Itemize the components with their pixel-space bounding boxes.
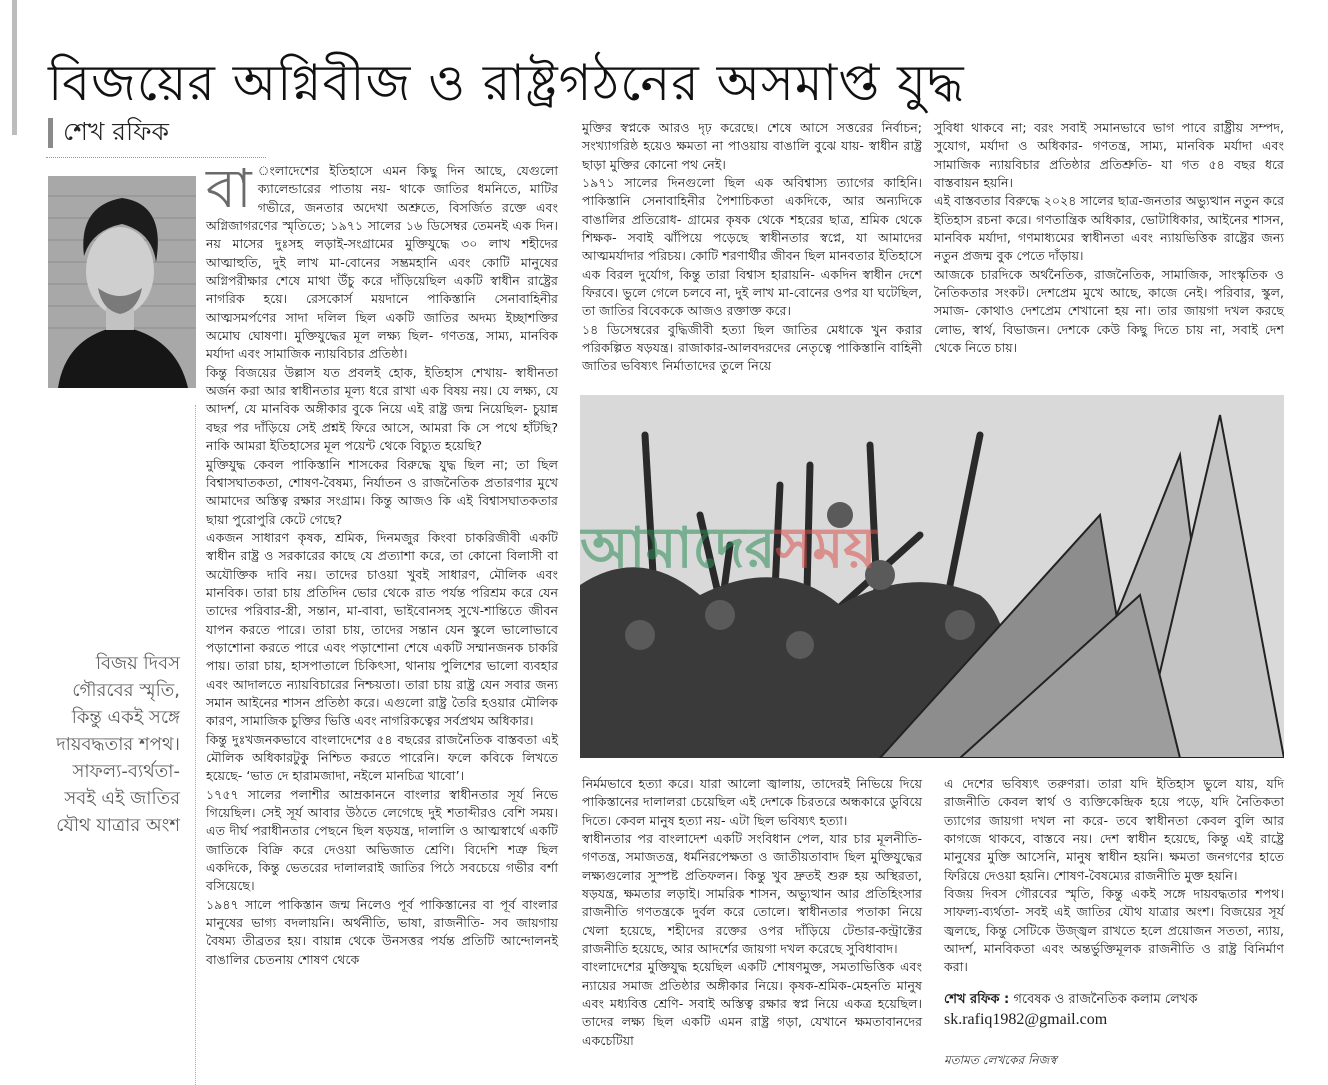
paragraph: ১৪ ডিসেম্বরের বুদ্ধিজীবী হত্যা ছিল জাতির মেধাকে খুন করার পরিকল্পিত ষড়যন্ত্র। রাজাকার-আলবদরদের নেতৃত্বে পাকিস্তানি বাহিনী জাতির ভবিষ্যৎ নির্মাতাদের তুলে নিয়ে bbox=[582, 321, 922, 374]
article-column-1 bbox=[206, 157, 558, 969]
author-note-name: শেখ রফিক : bbox=[944, 991, 1010, 1007]
paragraph: মুক্তিযুদ্ধ কেবল পাকিস্তানি শাসকের বিরুদ্ধে যুদ্ধ ছিল না; তা ছিল বিশ্বাসঘাতকতা, শোষণ-বৈষম্য, নির্যাতন ও রাজনৈতিক প্রতারণার মুখে আমাদের অস্তিত্ব রক্ষার সংগ্রাম। কিন্তু আজও কি এই বিশ্বাসঘাতকতার ছায়া পুরোপুরি কেটে গেছে? bbox=[206, 456, 558, 527]
paragraph: বাংলাদেশের মুক্তিযুদ্ধ হয়েছিল একটি শোষণমুক্ত, সমতাভিত্তিক এবং ন্যায়ের সমাজ প্রতিষ্ঠার অঙ্গীকার নিয়ে। কৃষক-শ্রমিক-মেহনতি মানুষ এবং মধ্যবিত্ত শ্রেণি- সবাই অস্তিত্ব রক্ষার স্বপ্ন নিয়ে একত্র হয়েছিল। তাদের লক্ষ্য ছিল একটি এমন রাষ্ট্র গড়া, যেখানে ক্ষমতাবানদের একচেটিয়া bbox=[582, 959, 922, 1048]
paragraph: সুবিধা থাকবে না; বরং সবাই সমানভাবে ভাগ পাবে রাষ্ট্রীয় সম্পদ, সুযোগ, মর্যাদা ও অধিকার- গণতন্ত্র, সাম্য, মানবিক মর্যাদা এবং সামাজিক ন্যায়বিচার প্রতিষ্ঠার প্রতিশ্রুতি- যা গত ৫৪ বছর ধরে বাস্তবায়ন হয়নি। bbox=[934, 120, 1284, 191]
paragraph: কিন্তু দুঃখজনকভাবে বাংলাদেশের ৫৪ বছরের রাজনৈতিক বাস্তবতা এই মৌলিক অধিকারটুকু নিশ্চিত করতে পারেনি। ফলে কবিকে লিখতে হয়েছে- ‘ভাত দে হারামজাদা, নইলে মানচিত্র খাবো’। bbox=[206, 731, 558, 784]
paragraph: একজন সাধারণ কৃষক, শ্রমিক, দিনমজুর কিংবা চাকরিজীবী একটি স্বাধীন রাষ্ট্র ও সরকারের কাছে যে প্রত্যাশা করে, তা কোনো বিলাসী বা অযৌক্তিক দাবি নয়। তাদের চাওয়া খুবই সাধারণ, মৌলিক এবং মানবিক। তারা চায় প্রতিদিন ভোর থেকে রাত পর্যন্ত পরিশ্রম করে যেন তাদের পরিবার-স্ত্রী, সন্তান, মা-বাবা, ভাইবোনসহ সুখে-শান্তিতে জীবন যাপন করতে পারে। তারা চায়, তাদের সন্তান যেন স্কুলে ভালোভাবে পড়াশোনা করতে পারে এবং পড়াশোনা শেষে একটি সম্মানজনক চাকরি পায়। তারা চায়, হাসপাতালে চিকিৎসা, থানায় পুলিশের ভালো ব্যবহার এবং আদালতে ন্যায়বিচারের নিশ্চয়তা। তারা চায় রাষ্ট্র যেন সবার জন্য সমান আইনের শাসন প্রতিষ্ঠা করে। এগুলো রাষ্ট্র তৈরি হওয়ার মৌলিক কারণ, সামাজিক চুক্তির ভিত্তি এবং নাগরিকত্বের সর্বপ্রথম অধিকার। bbox=[206, 529, 558, 729]
author-photo bbox=[48, 176, 196, 388]
pull-quote: বিজয় দিবস গৌরবের স্মৃতি, কিন্তু একই সঙ্গে দায়বদ্ধতার শপথ। সাফল্য-ব্যর্থতা- সবই এই জাতির যৌথ যাত্রার অংশ bbox=[56, 653, 180, 836]
paragraph-1: বা ংলাদেশের ইতিহাসে এমন কিছু দিন আছে, যেগুলো ক্যালেন্ডারের পাতায় নয়- থাকে জাতির ধমনিতে, মাটির গভীরে, জনতার অদেখা অশ্রুতে, বিসর্জিত রক্তে এবং অগ্নিজাগরণের স্মৃতিতে; ১৯৭১ সালের ১৬ ডিসেম্বর তেমনই এক দিন। নয় মাসের দুঃসহ লড়াই-সংগ্রামের মুক্তিযুদ্ধে ৩০ লাখ শহীদের আত্মাহুতি, দুই লাখ মা-বোনের সম্ভ্রমহানি এবং কোটি মানুষের অগ্নিপরীক্ষার শেষে মাথা উঁচু করে দাঁড়িয়েছিল একটি স্বাধীন রাষ্ট্রের নাগরিক হয়ে। রেসকোর্স ময়দানে পাকিস্তানি সেনাবাহিনীর আত্মসমর্পণের সাদা দলিল ছিল একটি জাতির অদম্য ইচ্ছাশক্তির অমোঘ ঘোষণা। মুক্তিযুদ্ধের মূল লক্ষ্য ছিল- গণতন্ত্র, সাম্য, মানবিক মর্যাদা এবং সামাজিক ন্যায়বিচার প্রতিষ্ঠা। bbox=[206, 157, 558, 362]
newspaper-watermark: আমাদেরসময় bbox=[580, 516, 877, 581]
article-column-3 bbox=[934, 119, 1284, 357]
column-divider bbox=[195, 405, 196, 1085]
article-column-2 bbox=[582, 119, 922, 376]
paragraph: ১৯৭১ সালের দিনগুলো ছিল এক অবিশ্বাস্য ত্যাগের কাহিনি। পাকিস্তানি সেনাবাহিনীর পৈশাচিকতা একদিকে, আর অন্যদিকে বাঙালির প্রতিরোধ- গ্রামের কৃষক থেকে শহরের ছাত্র, শ্রমিক থেকে শিক্ষক- সবাই ঝাঁপিয়ে পড়েছে স্বাধীনতার স্বপ্নে, যা আমাদের আত্মমর্যাদার পরিচয়। কোটি শরণার্থীর জীবন ছিল মানবতার ইতিহাসে এক বিরল দুর্যোগ, কিন্তু তারা বিশ্বাস হারায়নি- একদিন স্বাধীন দেশে ফিরবে। ভুলে গেলে চলবে না, দুই লাখ মা-বোনের ওপর যা ঘটেছিল, তা জাতির বিবেককে আজও রক্তাক্ত করে। bbox=[582, 175, 922, 319]
article-column-2-lower bbox=[582, 775, 922, 1050]
author-note bbox=[944, 991, 1284, 1009]
author-name: শেখ রফিক bbox=[63, 116, 169, 146]
author-note-role: গবেষক ও রাজনৈতিক কলাম লেখক bbox=[1013, 991, 1198, 1007]
byline bbox=[48, 116, 169, 150]
byline-bar bbox=[48, 118, 53, 148]
paragraph: এই বাস্তবতার বিরুদ্ধে ২০২৪ সালের ছাত্র-জনতার অভ্যুত্থান নতুন করে ইতিহাস রচনা করে। গণতান্ত্রিক অধিকার, ভোটাধিকার, আইনের শাসন, মানবিক মর্যাদা, গণমাধ্যমের স্বাধীনতা এবং ন্যায়ভিত্তিক রাষ্ট্রের জন্য নতুন প্রজন্ম বুক পেতে দাঁড়ায়। bbox=[934, 193, 1284, 264]
paragraph: কিন্তু বিজয়ের উল্লাস যত প্রবলই হোক, ইতিহাস শেখায়- স্বাধীনতা অর্জন করা আর স্বাধীনতার মূল্য ধরে রাখা এক বিষয় নয়। যে লক্ষ্য, যে আদর্শ, যে মানবিক অঙ্গীকার বুকে নিয়ে এই রাষ্ট্র জন্ম নিয়েছিল- চুয়ান্ন বছর পর দাঁড়িয়ে সেই প্রশ্নই ফিরে আসে, আমরা কি সে পথে হাঁটছি? নাকি আমরা ইতিহাসের মূল পয়েন্ট থেকে বিচ্যুত হয়েছি? bbox=[206, 364, 558, 454]
author-email[interactable]: sk.rafiq1982@gmail.com bbox=[944, 1011, 1108, 1029]
liberation-war-photo bbox=[580, 395, 1284, 758]
paragraph: ১৯৪৭ সালে পাকিস্তান জন্ম নিলেও পূর্ব পাকিস্তানের বা পূর্ব বাংলার মানুষের ভাগ্য বদলায়নি। অর্থনীতি, ভাষা, রাজনীতি- সব জায়গায় বৈষম্য তীব্রতর হয়। বায়ান্ন থেকে উনসত্তর পর্যন্ত প্রতিটি আন্দোলনই বাঙালির চেতনায় শোষণ থেকে bbox=[206, 896, 558, 967]
article-headline: বিজয়ের অগ্নিবীজ ও রাষ্ট্রগঠনের অসমাপ্ত যুদ্ধ bbox=[48, 53, 965, 112]
article-column-3-lower bbox=[944, 775, 1284, 1070]
paragraph: মুক্তির স্বপ্নকে আরও দৃঢ় করেছে। শেষে আসে সত্তরের নির্বাচন; সংখ্যাগরিষ্ঠ হয়েও ক্ষমতা না পাওয়ায় বাঙালি বুঝে যায়- স্বাধীন রাষ্ট্র ছাড়া মুক্তির কোনো পথ নেই। bbox=[582, 120, 922, 172]
paragraph: স্বাধীনতার পর বাংলাদেশ একটি সংবিধান পেল, যার চার মূলনীতি- গণতন্ত্র, সমাজতন্ত্র, ধর্মনিরপেক্ষতা ও জাতীয়তাবাদ ছিল মুক্তিযুদ্ধের লক্ষ্যগুলোর সুস্পষ্ট প্রতিফলন। কিন্তু খুব দ্রুতই শুরু হয় অস্থিরতা, ষড়যন্ত্র, ক্ষমতার লড়াই। সামরিক শাসন, অভ্যুত্থান আর প্রতিহিংসার রাজনীতি গণতন্ত্রকে দুর্বল করে তোলে। স্বাধীনতার পতাকা নিয়ে খেলা হয়েছে, শহীদের রক্তের ওপর দাঁড়িয়ে টেন্ডার-কন্ট্রাক্টের রাজনীতি হয়েছে, আর আদর্শের জায়গা দখল করেছে সুবিধাবাদ। bbox=[582, 831, 922, 957]
paragraph: এ দেশের ভবিষ্যৎ তরুণরা। তারা যদি ইতিহাস ভুলে যায়, যদি রাজনীতি কেবল স্বার্থ ও ব্যক্তিকেন্দ্রিক হয়ে পড়ে, যদি নৈতিকতা ত্যাগের জায়গা দখল না করে- তবে স্বাধীনতা কেবল বুলি আর কাগজে থাকবে, বাস্তবে নয়। দেশ স্বাধীন হয়েছে, কিন্তু এই রাষ্ট্রে মানুষের মুক্তি আসেনি, মানুষ স্বাধীন হয়নি। ক্ষমতা জনগণের হাতে ফিরিয়ে দেওয়া হয়নি। শোষণ-বৈষম্যের রাজনীতি মুক্ত হয়নি। bbox=[944, 776, 1284, 883]
author-portrait-image bbox=[48, 176, 196, 388]
paragraph: ১৭৫৭ সালের পলাশীর আম্রকাননে বাংলার স্বাধীনতার সূর্য নিভে গিয়েছিল। সেই সূর্য আবার উঠতে লেগেছে দুই শতাব্দীরও বেশি সময়। এত দীর্ঘ পরাধীনতার পেছনে ছিল ষড়যন্ত্র, দালালি ও আত্মস্বার্থে একটি জাতিকে বিক্রি করে দেওয়া অভিজাত শ্রেণি। বিদেশি শত্রু ছিল একদিকে, কিন্তু ভেতরের দালালরাই জাতির পিঠে সবচেয়ে গভীর বর্শা বসিয়েছে। bbox=[206, 786, 558, 894]
paragraph: বিজয় দিবস গৌরবের স্মৃতি, কিন্তু একই সঙ্গে দায়বদ্ধতার শপথ। সাফল্য-ব্যর্থতা- সবই এই জাতির যৌথ যাত্রার অংশ। বিজয়ের সূর্য জ্বলছে, কিন্তু সেটিকে উজ্জ্বল রাখতে হলে প্রয়োজন সততা, ন্যায়, আদর্শ, মানবিকতা এবং অন্তর্ভুক্তিমূলক রাজনীতি ও রাষ্ট্র বিনির্মাণ করা। bbox=[944, 886, 1284, 975]
page-edge-rule bbox=[12, 0, 17, 135]
paragraph: নির্মমভাবে হত্যা করে। যারা আলো জ্বালায়, তাদেরই নিভিয়ে দিয়ে পাকিস্তানের দালালরা চেয়েছিল এই দেশকে চিরতরে অন্ধকারে ডুবিয়ে দিতে। কেবল মানুষ হত্যা নয়- এটা ছিল ভবিষ্যৎ হত্যা। bbox=[582, 776, 922, 828]
paragraph: আজকে চারদিকে অর্থনৈতিক, রাজনৈতিক, সামাজিক, সাংস্কৃতিক ও নৈতিকতার সংকট। দেশপ্রেম মুখে আছে, কাজে নেই। পরিবার, স্কুল, সমাজ- কোথাও দেশপ্রেম শেখানো হয় না। তার জায়গা দখল করছে লোভ, স্বার্থ, বিভাজন। দেশকে কেউ কিছু দিতে চায় না, সবাই দেশ থেকে নিতে চায়। bbox=[934, 266, 1284, 356]
opinion-disclaimer: মতামত লেখকের নিজস্ব bbox=[944, 1053, 1057, 1068]
drop-cap: বা bbox=[206, 157, 252, 220]
